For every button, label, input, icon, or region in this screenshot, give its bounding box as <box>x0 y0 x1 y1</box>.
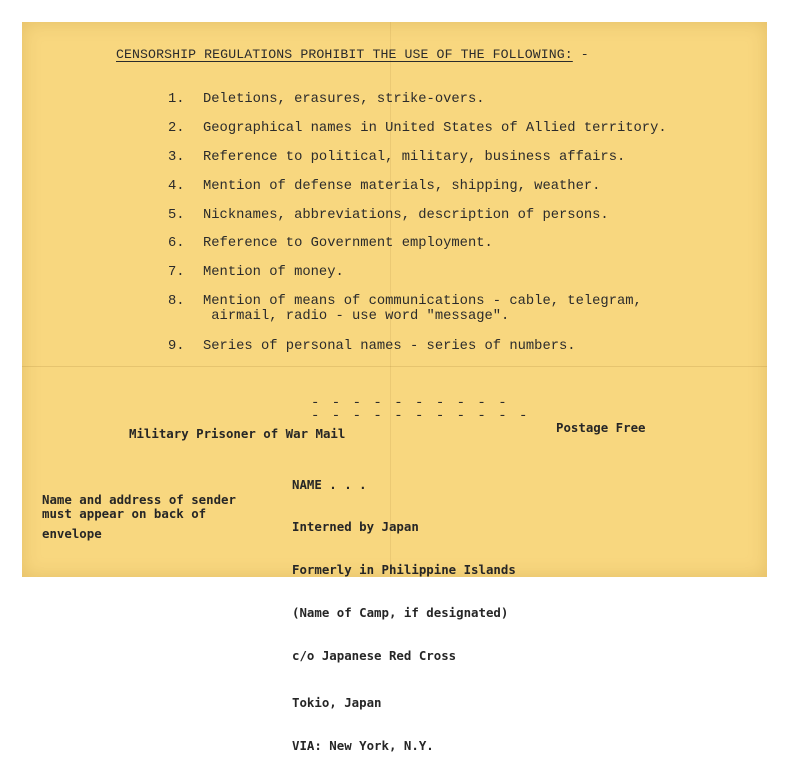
divider-dashes-bottom: - - - - - - - - - - - <box>311 408 530 424</box>
rule-text: Reference to Government employment. <box>203 236 493 251</box>
rule-number: 3. <box>168 150 185 165</box>
rule-text: Mention of money. <box>203 265 344 280</box>
rule-number: 2. <box>168 121 185 136</box>
rule-text: Nicknames, abbreviations, description of persons. <box>203 208 609 223</box>
rule-text: Mention of defense materials, shipping, weather. <box>203 179 601 194</box>
censorship-heading-suffix: - <box>572 47 589 62</box>
rule-item-8 <box>0 294 642 339</box>
sender-note-line-1: Name and address of sender <box>42 492 236 507</box>
rule-number: 7. <box>168 265 185 280</box>
rule-item-9 <box>0 339 576 384</box>
sender-note-line-2: must appear on back of <box>42 506 207 521</box>
address-line-interned: Interned by Japan <box>292 519 419 535</box>
recipient-address-block <box>292 449 516 768</box>
mail-type-label: Military Prisoner of War Mail <box>129 426 346 441</box>
rule-text: Deletions, erasures, strike-overs. <box>203 92 485 107</box>
censorship-heading <box>116 47 589 62</box>
rule-number: 6. <box>168 236 185 251</box>
rule-number: 8. <box>168 294 185 309</box>
rule-text: Reference to political, military, business affairs. <box>203 150 626 165</box>
address-line-via: VIA: New York, N.Y. <box>292 737 434 753</box>
sender-note-line-3: envelope <box>42 526 102 541</box>
address-line-red-cross: c/o Japanese Red Cross <box>292 648 457 664</box>
address-line-camp: (Name of Camp, if designated) <box>292 605 509 621</box>
rule-text: Geographical names in United States of Allied territory. <box>203 121 667 136</box>
address-line-city: Tokio, Japan <box>292 695 382 711</box>
rule-text: Series of personal names - series of numbers. <box>203 339 576 354</box>
rule-number: 9. <box>168 339 185 354</box>
censorship-heading-text: CENSORSHIP REGULATIONS PROHIBIT THE USE OF THE FOLLOWING: <box>116 47 573 62</box>
rule-number: 1. <box>168 92 185 107</box>
postage-free-label: Postage Free <box>556 420 646 435</box>
rule-number: 5. <box>168 208 185 223</box>
address-line-name: NAME . . . <box>292 476 367 492</box>
horizontal-fold-crease <box>22 366 767 367</box>
divider-dashes-top: - - - - - - - - - - <box>311 395 509 411</box>
rule-number: 4. <box>168 179 185 194</box>
address-line-formerly: Formerly in Philippine Islands <box>292 562 516 578</box>
rule-text: Mention of means of communications - cable, telegram, airmail, radio - use word "message". <box>203 294 642 324</box>
